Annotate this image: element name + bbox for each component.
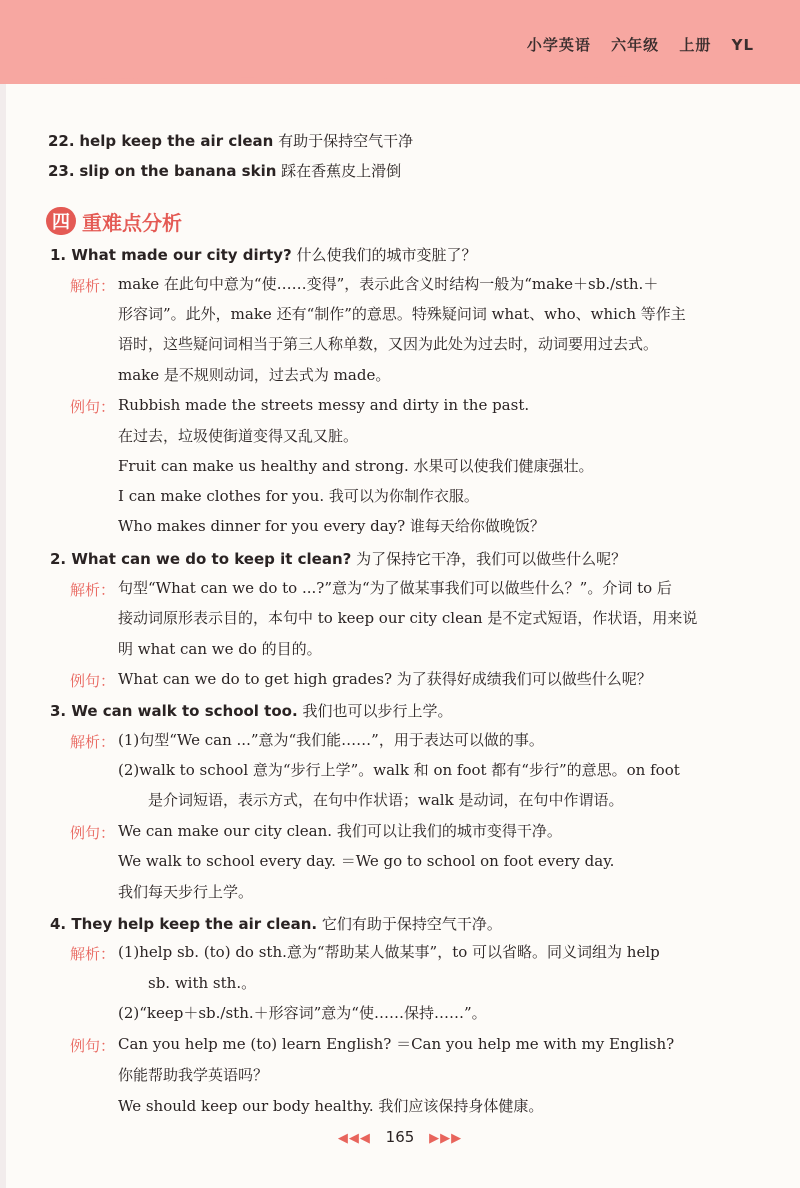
header-info — [513, 34, 754, 55]
question-zh: 我们也可以步行上学。 — [302, 702, 453, 720]
vocab-meaning: 有助于保持空气干净 — [278, 132, 414, 150]
question-en: 3. We can walk to school too. — [50, 702, 298, 720]
vocab-meaning: 踩在香蕉皮上滑倒 — [281, 162, 402, 180]
analysis-line: sb. with sth.。 — [148, 974, 257, 992]
page-footer — [0, 1128, 800, 1146]
vocab-item-22 — [48, 130, 413, 151]
question-en: 1. What made our city dirty? — [50, 246, 292, 264]
section-heading — [46, 206, 182, 236]
analysis-line: 句型“What can we do to ...?”意为“为了做某事我们可以做些什么？”。介词 to 后 — [118, 579, 672, 597]
vocab-number: 22. — [48, 132, 75, 150]
page-edge — [0, 0, 6, 1188]
analysis-line: 形容词”。此外，make 还有“制作”的意思。特殊疑问词 what、who、which 等作主 — [118, 305, 686, 323]
example-line: I can make clothes for you. 我可以为你制作衣服。 — [118, 487, 479, 505]
question-en: 2. What can we do to keep it clean? — [50, 550, 352, 568]
prev-arrows-icon: ◀◀◀ — [337, 1131, 371, 1146]
question-2-title — [50, 548, 626, 569]
header-wave-decoration — [0, 60, 800, 100]
vocab-phrase: slip on the banana skin — [79, 162, 277, 180]
analysis-line: 是介词短语，表示方式，在句中作状语；walk 是动词，在句中作谓语。 — [148, 791, 624, 809]
analysis-line: 接动词原形表示目的，本句中 to keep our city clean 是不定式短语，作状语，用来说 — [118, 609, 698, 627]
page-number: 165 — [385, 1128, 415, 1146]
example-line: Can you help me (to) learn English? ＝Can you help me with my English? — [118, 1035, 675, 1053]
analysis-line: 明 what can we do 的目的。 — [118, 640, 322, 658]
analysis-line: make 是不规则动词，过去式为 made。 — [118, 366, 391, 384]
header-grade: 六年级 — [611, 36, 660, 54]
example-line: We walk to school every day. ＝We go to school on foot every day. — [118, 852, 615, 870]
header-subject: 小学英语 — [526, 36, 591, 54]
example-label: 例句： — [70, 1037, 116, 1055]
question-en: 4. They help keep the air clean. — [50, 915, 318, 933]
analysis-line: make 在此句中意为“使……变得”，表示此含义时结构一般为“make＋sb./sth.＋ — [118, 275, 659, 293]
vocab-number: 23. — [48, 162, 75, 180]
analysis-line: (2)walk to school 意为“步行上学”。walk 和 on foot 都有“步行”的意思。on foot — [118, 761, 680, 779]
example-line: What can we do to get high grades? 为了获得好成绩我们可以做些什么呢？ — [118, 670, 652, 688]
example-line: Who makes dinner for you every day? 谁每天给你做晚饭？ — [118, 517, 545, 535]
example-line: 我们每天步行上学。 — [118, 883, 254, 901]
vocab-phrase: help keep the air clean — [79, 132, 274, 150]
example-line: Rubbish made the streets messy and dirty in the past. — [118, 396, 530, 414]
analysis-line: (1)句型“We can ...”意为“我们能……”，用于表达可以做的事。 — [118, 731, 544, 749]
example-line: Fruit can make us healthy and strong. 水果可以使我们健康强壮。 — [118, 457, 594, 475]
section-number-badge: 四 — [46, 207, 76, 235]
analysis-line: (1)help sb. (to) do sth.意为“帮助某人做某事”，to 可以省略。同义词组为 help — [118, 943, 660, 961]
analysis-label: 解析： — [70, 581, 116, 599]
example-line: 你能帮助我学英语吗？ — [118, 1066, 269, 1084]
header-edition: YL — [731, 36, 754, 54]
example-line: We should keep our body healthy. 我们应该保持身体健康。 — [118, 1097, 544, 1115]
analysis-line: (2)“keep＋sb./sth.＋形容词”意为“使……保持……”。 — [118, 1004, 487, 1022]
question-4-title — [50, 913, 502, 934]
question-1-title — [50, 244, 477, 265]
analysis-label: 解析： — [70, 277, 116, 295]
header-term: 上册 — [679, 36, 712, 54]
section-title: 重难点分析 — [82, 210, 182, 235]
analysis-label: 解析： — [70, 945, 116, 963]
example-label: 例句： — [70, 398, 116, 416]
example-label: 例句： — [70, 824, 116, 842]
example-label: 例句： — [70, 672, 116, 690]
question-zh: 它们有助于保持空气干净。 — [321, 915, 502, 933]
vocab-item-23 — [48, 160, 401, 181]
analysis-line: 语时，这些疑问词相当于第三人称单数，又因为此处为过去时，动词要用过去式。 — [118, 335, 659, 353]
question-zh: 什么使我们的城市变脏了？ — [296, 246, 477, 264]
example-line: 在过去，垃圾使街道变得又乱又脏。 — [118, 427, 359, 445]
question-3-title — [50, 700, 452, 721]
analysis-label: 解析： — [70, 733, 116, 751]
next-arrows-icon: ▶▶▶ — [429, 1131, 463, 1146]
example-line: We can make our city clean. 我们可以让我们的城市变得干净。 — [118, 822, 562, 840]
question-zh: 为了保持它干净，我们可以做些什么呢？ — [356, 550, 627, 568]
